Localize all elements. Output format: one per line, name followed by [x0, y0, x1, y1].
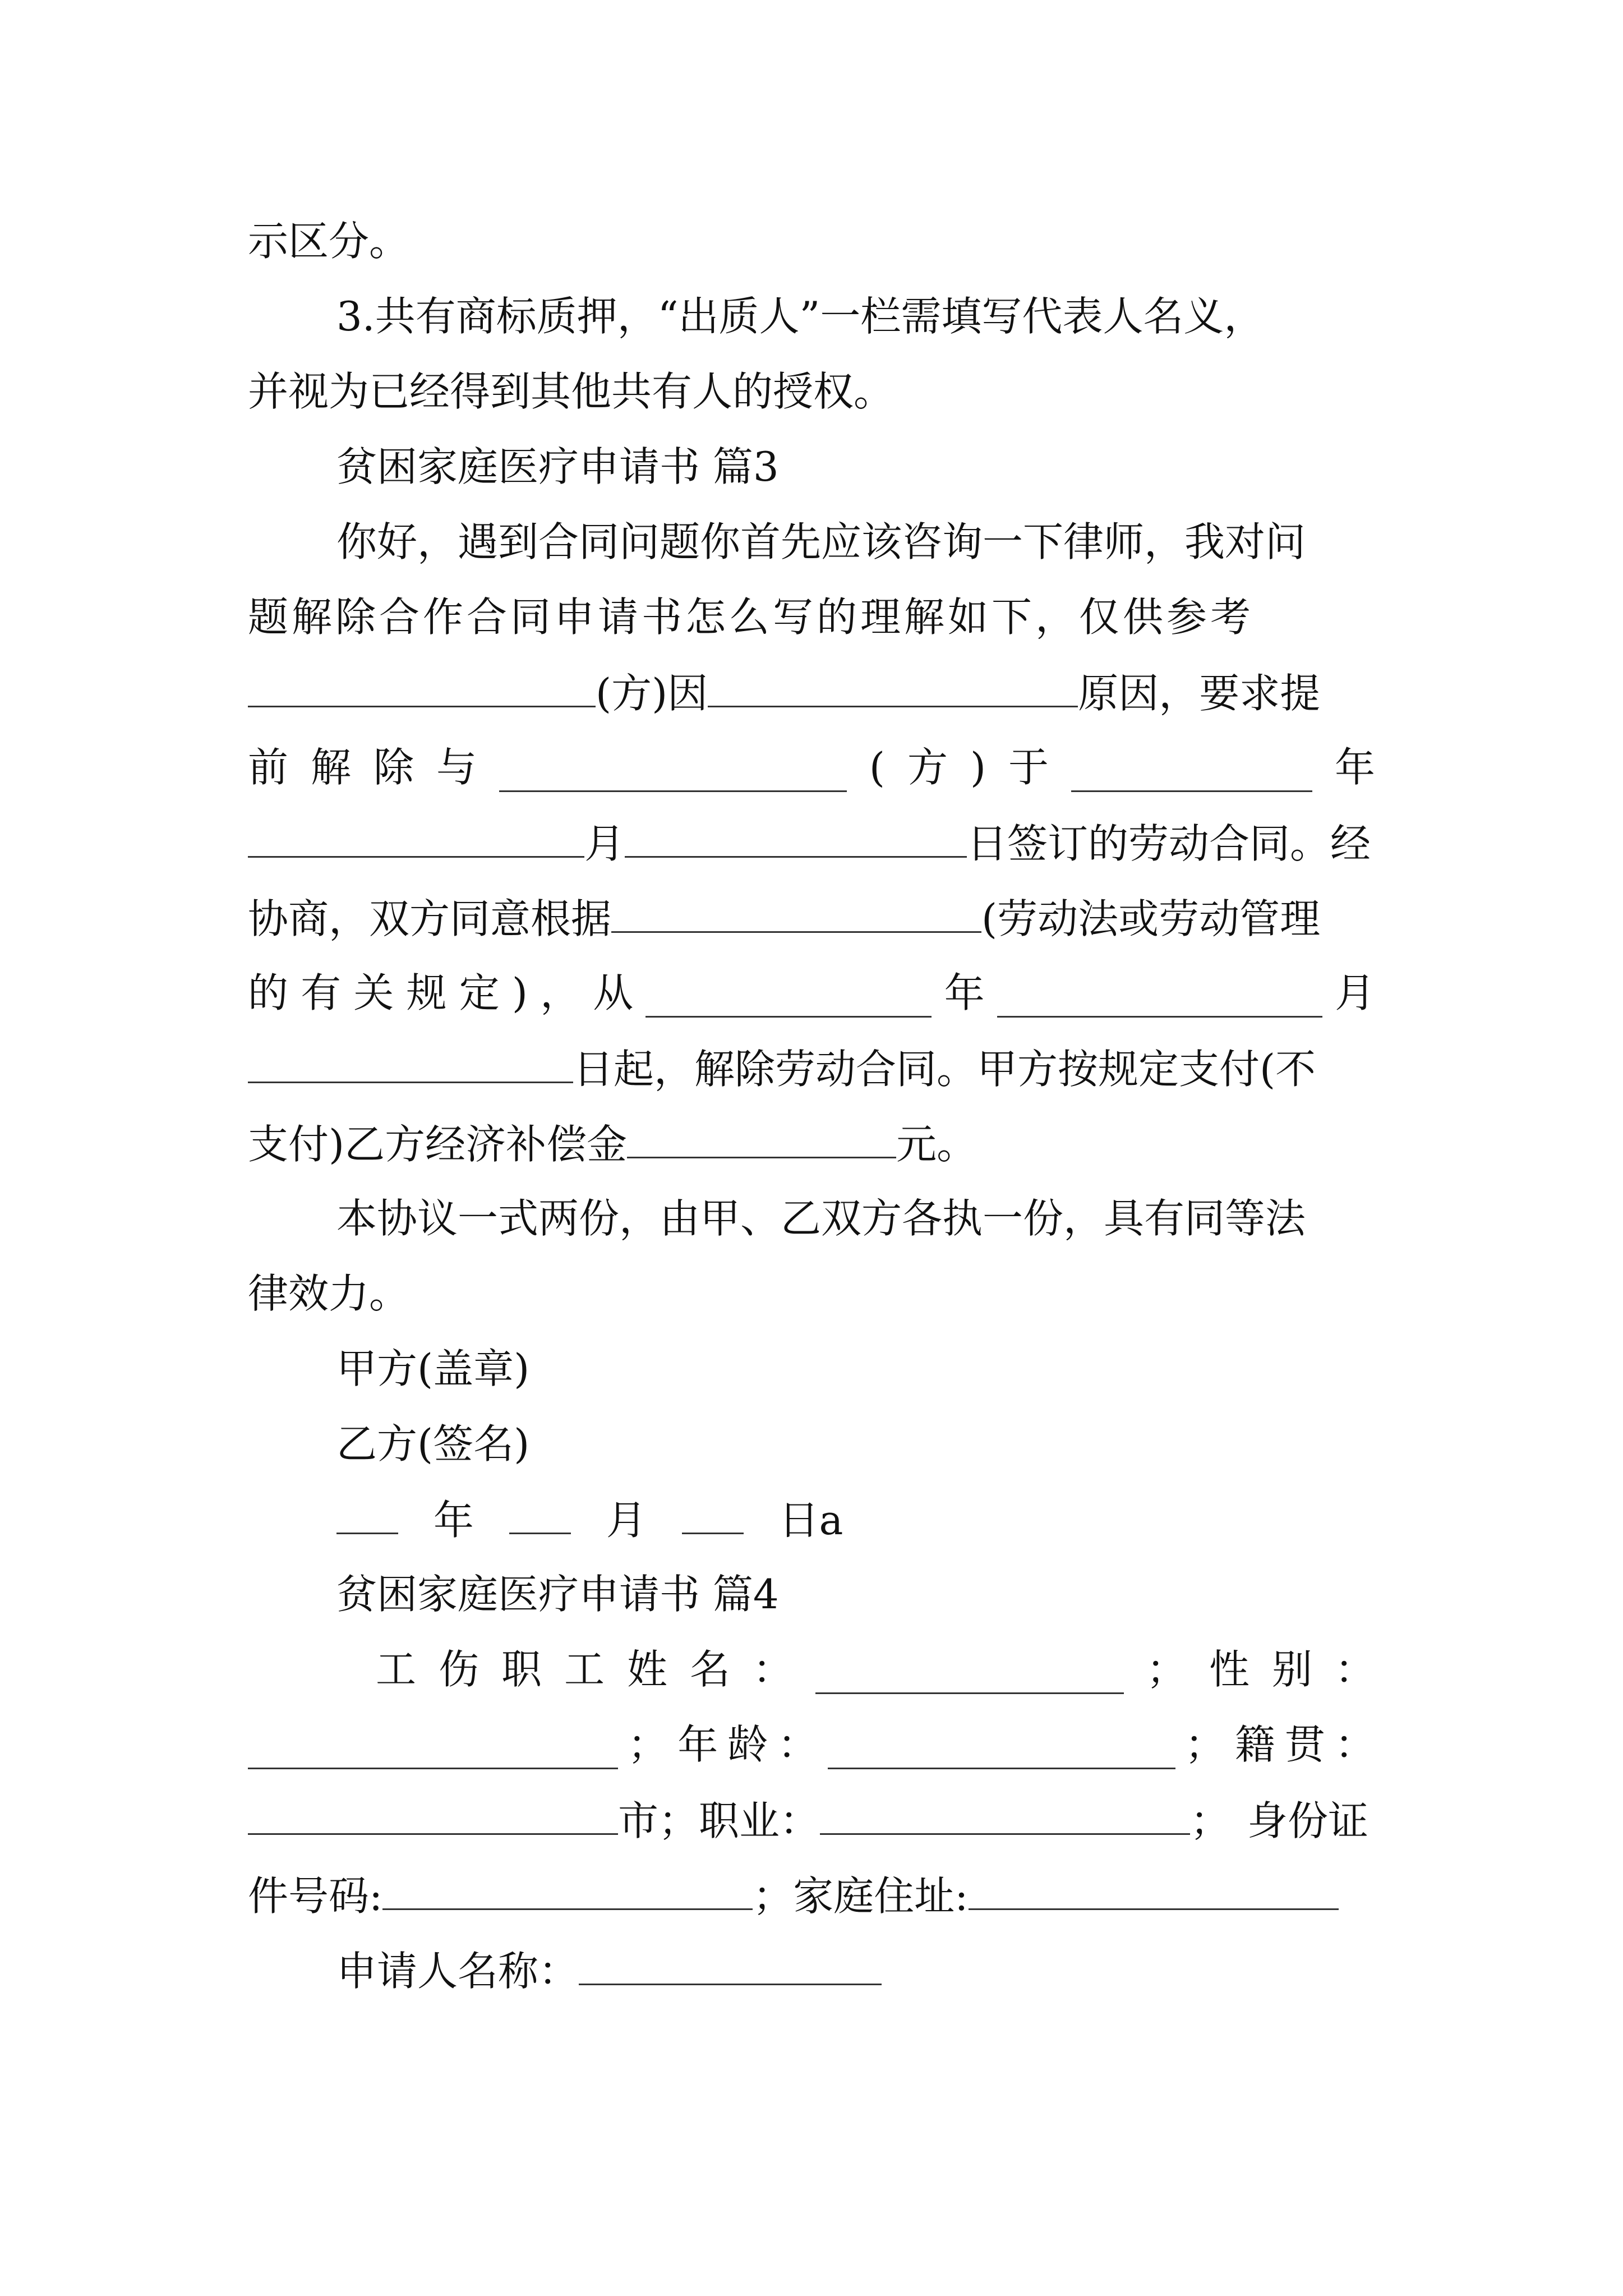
text-fragment: ；: [1146, 1646, 1187, 1693]
text-fragment: ：: [1334, 1646, 1375, 1693]
text-fragment: 日起，解除劳动合同。甲方按规定支付(不: [573, 1046, 1316, 1093]
text-line: 并视为已经得到其他共有人的授权。: [248, 368, 895, 415]
blank-field: [509, 1485, 571, 1534]
text-line: [248, 1034, 1375, 1102]
text-fragment: 姓: [627, 1646, 668, 1693]
text-fragment: 支付)乙方经济补偿金: [248, 1121, 628, 1168]
text-fragment: 贯: [1284, 1721, 1325, 1768]
text-fragment: 的: [248, 969, 289, 1016]
blank-field: [997, 969, 1322, 1018]
text-fragment: 定: [459, 969, 500, 1016]
blank-field: [248, 1720, 618, 1769]
text-fragment: 方: [907, 744, 948, 791]
blank-field: [336, 1485, 398, 1534]
section-heading: 贫困家庭医疗申请书 篇4: [336, 1571, 779, 1618]
blank-field: [579, 1936, 882, 1985]
text-fragment: 有: [301, 969, 342, 1016]
text-line: [248, 583, 1375, 651]
text-fragment: 年: [1334, 744, 1375, 791]
text-line: 示区分。: [248, 218, 410, 265]
text-fragment: 元。: [896, 1121, 978, 1168]
text-line: [248, 1861, 1375, 1929]
date-line: [336, 1485, 1375, 1553]
blank-field: [815, 1645, 1124, 1694]
text-fragment: 工: [564, 1646, 605, 1693]
text-fragment: ；家庭住址:: [753, 1872, 969, 1920]
text-fragment: 职: [501, 1646, 542, 1693]
text-line: [336, 1936, 1375, 2004]
blank-field: [969, 1861, 1339, 1910]
text-fragment: (: [869, 744, 885, 791]
text-line: [248, 1711, 1375, 1778]
text-line: 你好，遇到合同问题你首先应该咨询一下律师，我对问: [336, 518, 1306, 565]
text-fragment: 除: [373, 744, 414, 791]
blank-field: [611, 884, 981, 933]
blank-field: [828, 1720, 1175, 1769]
text-fragment: (方)因: [596, 670, 708, 717]
text-fragment: ；: [1184, 1721, 1225, 1768]
text-line: [376, 1636, 1375, 1703]
text-line: 律效力。: [248, 1270, 410, 1317]
blank-field: [248, 659, 596, 707]
text-fragment: 前: [248, 744, 289, 791]
text-fragment: ，: [540, 969, 581, 1016]
text-fragment: 龄: [727, 1721, 768, 1768]
text-line: 本协议一式两份，由甲、乙双方各执一份，具有同等法: [336, 1195, 1306, 1242]
text-fragment: 市；职业：: [618, 1797, 820, 1844]
blank-field: [645, 969, 932, 1018]
text-line: [248, 1786, 1375, 1853]
text-fragment: 工: [376, 1646, 417, 1693]
text-fragment: 名: [690, 1646, 731, 1693]
text-fragment: 身份证: [1247, 1797, 1369, 1844]
signature-party-a: 甲方(盖章): [336, 1345, 530, 1392]
text-fragment: ；: [1190, 1797, 1231, 1844]
text-fragment: 月: [1334, 969, 1375, 1016]
text-line: [248, 959, 1375, 1027]
text-fragment: 年: [944, 969, 985, 1016]
blank-field: [248, 1786, 618, 1835]
section-heading: 贫困家庭医疗申请书 篇3: [336, 443, 779, 490]
text-line: [248, 734, 1375, 801]
text-fragment: ): [511, 969, 528, 1016]
text-line: 题解除合作合同申请书怎么写的理解如下，仅供参考: [248, 593, 1255, 641]
text-fragment: 关: [353, 969, 394, 1016]
text-fragment: 解: [310, 744, 351, 791]
blank-field: [248, 1034, 573, 1083]
text-line: [248, 1110, 1375, 1177]
text-fragment: 性: [1209, 1646, 1249, 1693]
text-fragment: 申请人名称：: [336, 1948, 579, 1995]
blank-field: [1071, 743, 1312, 792]
text-fragment: ): [970, 744, 986, 791]
text-line: [248, 659, 1375, 726]
text-fragment: (劳动法或劳动管理: [981, 895, 1321, 942]
text-fragment: ：: [753, 1646, 794, 1693]
text-fragment: 月: [606, 1497, 647, 1544]
signature-party-b: 乙方(签名): [336, 1420, 530, 1467]
blank-field: [708, 659, 1078, 707]
blank-field: [682, 1485, 744, 1534]
text-fragment: 年: [677, 1721, 718, 1768]
blank-field: [820, 1786, 1190, 1835]
text-fragment: ；: [628, 1721, 668, 1768]
text-line: [248, 884, 1375, 951]
text-fragment: 原因，要求提: [1078, 670, 1321, 717]
text-fragment: 年: [433, 1497, 474, 1544]
text-fragment: 规: [406, 969, 447, 1016]
text-fragment: ：: [1334, 1721, 1375, 1768]
text-fragment: 与: [436, 744, 477, 791]
blank-field: [627, 1110, 896, 1158]
text-line: 3.共有商标质押，“出质人”一栏需填写代表人名义，: [336, 293, 1265, 340]
blank-field: [248, 809, 584, 858]
blank-field: [382, 1861, 753, 1910]
text-fragment: 籍: [1234, 1721, 1275, 1768]
text-line: [248, 809, 1375, 876]
text-fragment: 月: [584, 820, 625, 867]
text-fragment: ：: [777, 1721, 818, 1768]
blank-field: [625, 809, 967, 858]
text-fragment: 伤: [439, 1646, 479, 1693]
text-fragment: 于: [1008, 744, 1049, 791]
text-fragment: 协商，双方同意根据: [248, 895, 612, 942]
text-fragment: 日a: [778, 1497, 843, 1544]
text-fragment: 件号码:: [248, 1872, 383, 1920]
text-fragment: 日签订的劳动合同。经: [967, 820, 1371, 867]
text-fragment: 别: [1271, 1646, 1312, 1693]
text-fragment: 从: [593, 969, 634, 1016]
blank-field: [499, 743, 847, 792]
